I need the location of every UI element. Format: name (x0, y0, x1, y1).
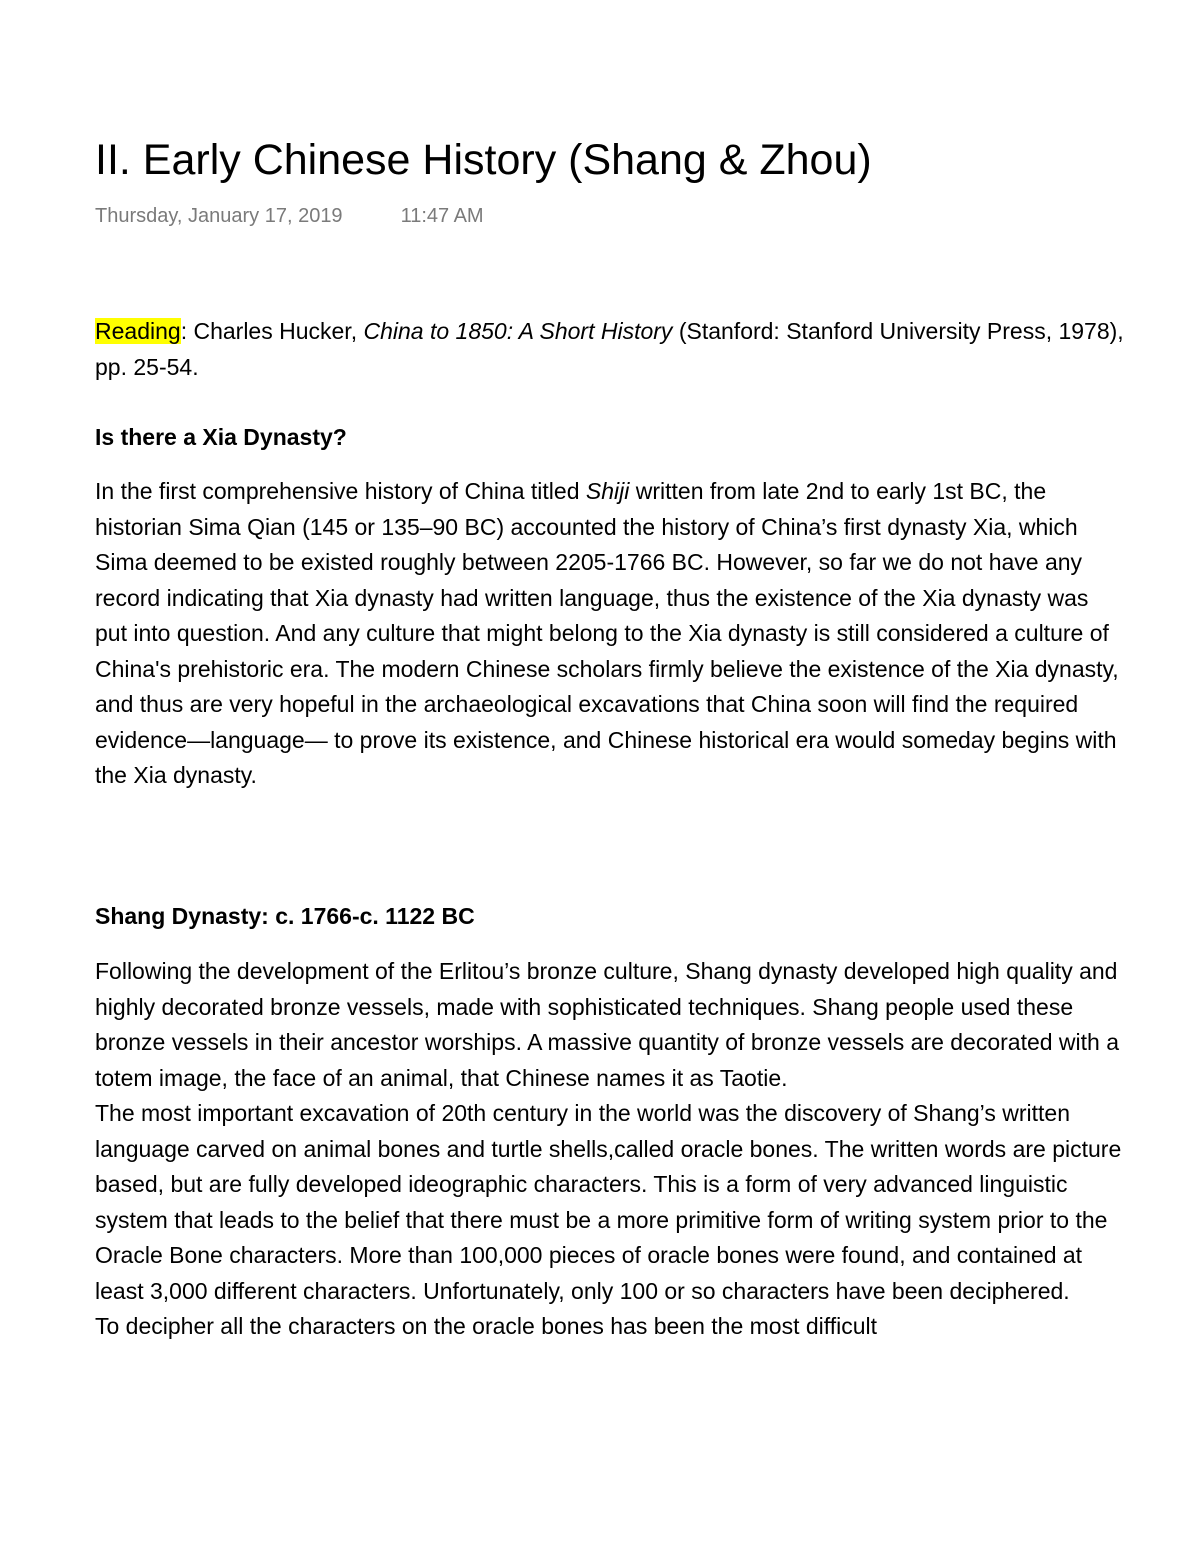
shang-paragraph-decipher: To decipher all the characters on the oracle bones has been the most difficult (95, 1313, 878, 1339)
shang-paragraph-bronze: Following the development of the Erlitou’s bronze culture, Shang dynasty developed high quality and highly decorated bronze vessels, made with sophisticated techniques. Shang people used these bronze vessels in their ancestor worships. A massive quantity of bronze vessels are decorated with a totem image, the face of an animal, that Chinese names it as Taotie. (95, 958, 1120, 1091)
reading-publisher: (Stanford: Stanford University Press, 1978), pp. 25-54. (95, 318, 1124, 380)
page-time: 11:47 AM (400, 205, 484, 227)
reading-book-title: China to 1850: A Short History (363, 318, 673, 344)
shang-heading: Shang Dynasty: c. 1766-c. 1122 BC (95, 903, 475, 929)
reading-author: : Charles Hucker, (180, 318, 364, 344)
reading-citation (95, 314, 1125, 385)
page-timestamp (95, 202, 484, 230)
xia-heading: Is there a Xia Dynasty? (95, 424, 347, 450)
reading-label: Reading (95, 318, 181, 344)
shang-paragraph-oracle-bones: The most important excavation of 20th century in the world was the discovery of Shang’s written language carved on animal bones and turtle shells,called oracle bones. The written words are picture based, but are fully developed ideographic characters. This is a form of very advanced linguistic system that leads to the belief that there must be a more primitive form of writing system prior to the Oracle Bone characters. More than 100,000 pieces of oracle bones were found, and contained at least 3,000 different characters. Unfortunately, only 100 or so characters have been deciphered. (95, 1100, 1122, 1304)
xia-paragraph (95, 474, 1125, 794)
page-date: Thursday, January 17, 2019 (95, 205, 343, 227)
shang-section (95, 954, 1125, 1345)
shiji-title: Shiji (585, 478, 630, 504)
page-title: II. Early Chinese History (Shang & Zhou) (95, 136, 872, 184)
xia-text-before: In the first comprehensive history of China titled (95, 478, 586, 504)
xia-text-after: written from late 2nd to early 1st BC, the historian Sima Qian (145 or 135–90 BC) accounted the history of China’s first dynasty Xia, which Sima deemed to be existed roughly between 2205-1766 BC. However, so far we do not have any record indicating that Xia dynasty had written language, thus the existence of the Xia dynasty was put into question. And any culture that might belong to the Xia dynasty is still considered a culture of China's prehistoric era. The modern Chinese scholars firmly believe the existence of the Xia dynasty, and thus are very hopeful in the archaeological excavations that China soon will find the required evidence—language— to prove its existence, and Chinese historical era would someday begins with the Xia dynasty. (95, 478, 1119, 788)
